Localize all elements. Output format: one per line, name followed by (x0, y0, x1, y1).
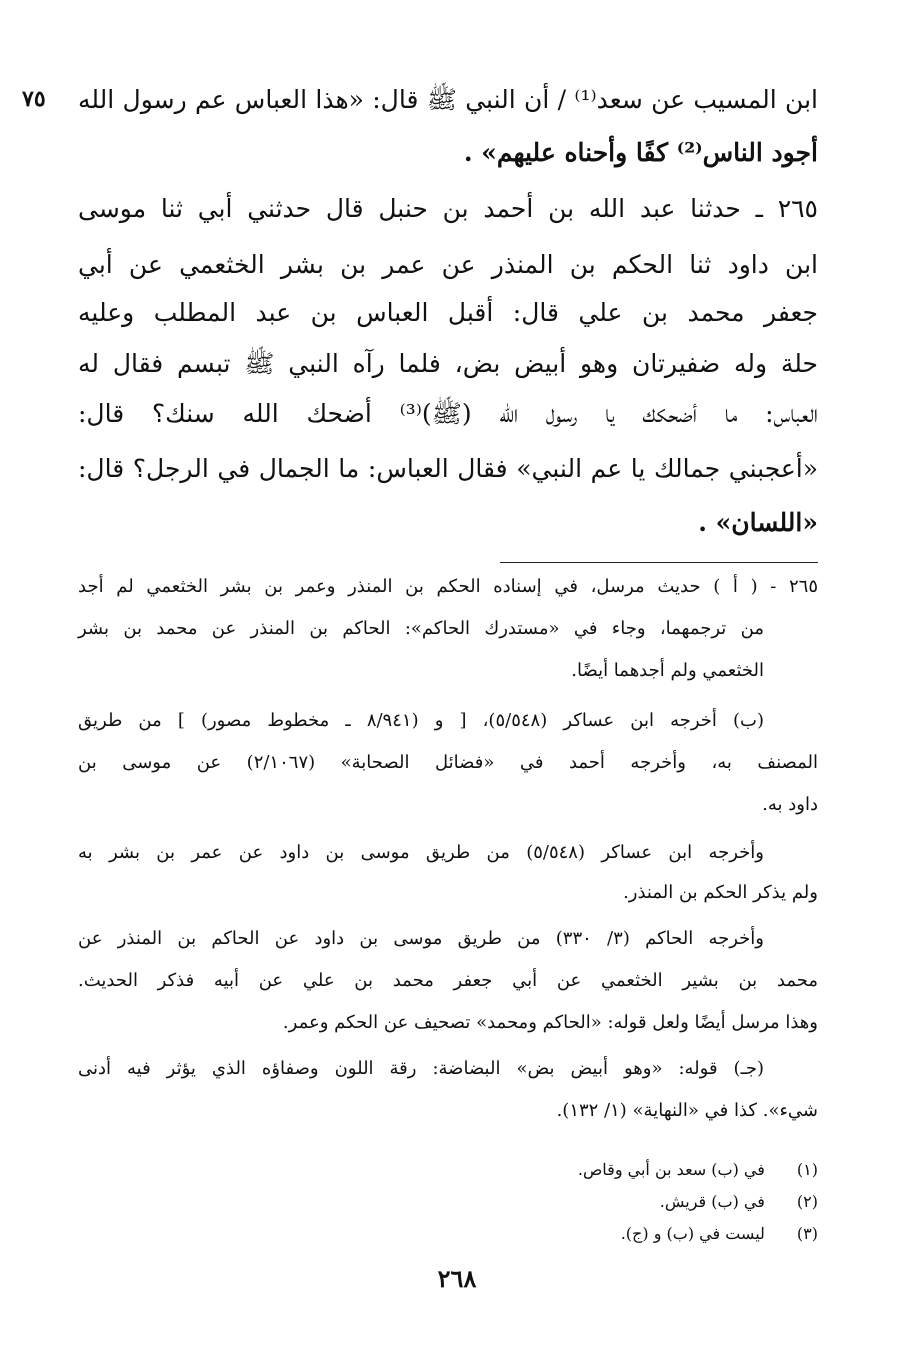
footnote-text: في (ب) قريش. (659, 1192, 765, 1211)
commentary-line: داود به. (762, 794, 818, 815)
commentary-line: المصنف به، وأخرجه أحمد في «فضائل الصحابة» (٢/١٠٦٧) عن موسى بن (78, 752, 818, 773)
commentary-line: ٢٦٥ - ( أ ) حديث مرسل، في إسناده الحكم بن المنذر وعمر بن بشر الخثعمي لم أجد (78, 576, 818, 597)
commentary-line: شيء». كذا في «النهاية» (١/ ١٣٢). (556, 1100, 818, 1121)
main-text-line: جعفر محمد بن علي قال: أقبل العباس بن عبد المطلب وعليه (78, 298, 818, 327)
commentary-line: وأخرجه ابن عساكر (٥/٥٤٨) من طريق موسى بن داود عن عمر بن بشر به (78, 842, 765, 863)
main-text-line: حلة وله ضفيرتان وهو أبيض بض، فلما رآه النبي ﷺ تبسم فقال له (78, 349, 818, 378)
main-text-line: ابن المسيب عن سعد⁽¹⁾ / أن النبي ﷺ قال: «هذا العباس عم رسول الله (78, 85, 818, 114)
main-text-line: «أعجبني جمالك يا عم النبي» فقال العباس: ما الجمال في الرجل؟ قال: (78, 454, 818, 483)
footnote-number: (٣) (796, 1224, 818, 1243)
footnote-number: (١) (796, 1160, 818, 1179)
hadith-heading-line: ٢٦٥ ـ حدثنا عبد الله بن أحمد بن حنبل قال حدثني أبي ثنا موسى (78, 194, 818, 223)
main-text-line: ابن داود ثنا الحكم بن المنذر عن عمر بن بشر الخثعمي عن أبي (78, 250, 818, 279)
page-number: ٢٦٨ (437, 1264, 477, 1293)
main-text-line: العباس: ما أضحكك يا رسول الله (ﷺ)⁽³⁾ أضحك الله سنك؟ قال: (78, 399, 818, 428)
commentary-line: محمد بن بشير الخثعمي عن أبي جعفر محمد بن علي عن أبيه فذكر الحديث. (78, 970, 818, 991)
commentary-line: وهذا مرسل أيضًا ولعل قوله: «الحاكم ومحمد» تصحيف عن الحكم وعمر. (282, 1012, 818, 1033)
commentary-line: من ترجمهما، وجاء في «مستدرك الحاكم»: الحاكم بن المنذر عن محمد بن بشر (78, 618, 764, 639)
commentary-line: الخثعمي ولم أجدهما أيضًا. (571, 660, 764, 681)
footnote-text: ليست في (ب) و (ج). (620, 1224, 765, 1243)
footnote-2 (660, 1192, 818, 1211)
commentary-line: (جـ) قوله: «وهو أبيض بض» البضاضة: رقة اللون وصفاؤه الذي يؤثر فيه أدنى (78, 1058, 764, 1079)
main-text-line: أجود الناس⁽²⁾ كفًا وأحناه عليهم» . (463, 138, 818, 167)
footnote-3 (621, 1224, 818, 1243)
section-divider (500, 562, 818, 563)
footnote-text: في (ب) سعد بن أبي وقاص. (577, 1160, 765, 1179)
footnote-number: (٢) (796, 1192, 818, 1211)
footnote-1 (578, 1160, 818, 1179)
main-text-line: «اللسان» . (698, 508, 818, 537)
margin-page-reference: ٧٥ (22, 86, 46, 112)
commentary-line: وأخرجه الحاكم (٣/ ٣٣٠) من طريق موسى بن داود عن الحاكم بن المنذر عن (78, 928, 764, 949)
commentary-line: ولم يذكر الحكم بن المنذر. (623, 882, 818, 903)
commentary-line: (ب) أخرجه ابن عساكر (٥/٥٤٨)، [ و (٨/٩٤١ ـ مخطوط مصور) ] من طريق (78, 710, 764, 731)
